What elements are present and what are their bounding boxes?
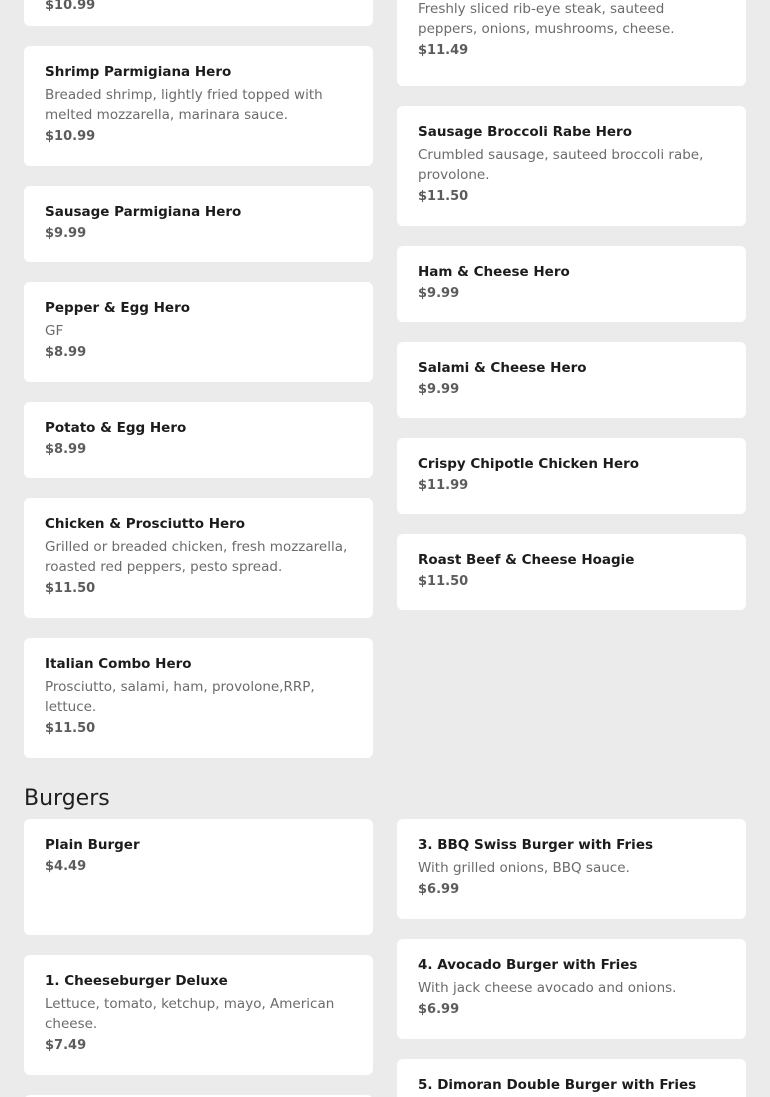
item-price: $11.99 <box>418 478 469 493</box>
item-description: Breaded shrimp, lightly fried topped with melted mozzarella, marinara sauce. <box>45 87 323 123</box>
item-name: 5. Dimoran Double Burger with Fries <box>418 1077 697 1093</box>
item-description: GF <box>45 323 64 339</box>
item-price: $11.50 <box>45 721 96 736</box>
menu-item-card[interactable] <box>24 819 373 935</box>
item-name: Sausage Parmigiana Hero <box>45 204 242 220</box>
item-name: Crispy Chipotle Chicken Hero <box>418 456 640 472</box>
item-name: Plain Burger <box>45 837 140 853</box>
menu-item-card[interactable] <box>397 438 746 514</box>
item-price: $11.50 <box>418 189 469 204</box>
item-description: Freshly sliced rib-eye steak, sauteed peppers, onions, mushrooms, cheese. <box>418 1 675 37</box>
item-price: $11.49 <box>418 43 469 58</box>
item-description: With grilled onions, BBQ sauce. <box>418 860 630 876</box>
menu-item-card[interactable] <box>24 46 373 166</box>
menu-item-card[interactable] <box>24 402 373 478</box>
item-description: Crumbled sausage, sauteed broccoli rabe, provolone. <box>418 147 704 183</box>
item-price: $6.99 <box>418 882 460 897</box>
item-price: $8.99 <box>45 442 87 457</box>
section-title-burgers: Burgers <box>24 786 110 811</box>
menu-item-card[interactable] <box>397 0 746 86</box>
item-price: $11.50 <box>418 574 469 589</box>
item-description: Grilled or breaded chicken, fresh mozzarella, roasted red peppers, pesto spread. <box>45 539 348 575</box>
item-name: Chicken & Prosciutto Hero <box>45 516 246 532</box>
item-name: Pepper & Egg Hero <box>45 300 190 316</box>
menu-item-card[interactable] <box>397 342 746 418</box>
menu-item-card[interactable] <box>397 819 746 919</box>
menu-item-card[interactable] <box>397 106 746 226</box>
item-description: Lettuce, tomato, ketchup, mayo, American cheese. <box>45 996 335 1032</box>
item-price: $11.50 <box>45 581 96 596</box>
item-price: $10.99 <box>45 0 96 13</box>
item-price: $9.99 <box>45 226 87 241</box>
menu-item-card[interactable] <box>397 1059 746 1097</box>
item-name: Sausage Broccoli Rabe Hero <box>418 124 632 140</box>
item-name: Shrimp Parmigiana Hero <box>45 64 232 80</box>
item-price: $8.99 <box>45 345 87 360</box>
item-price: $9.99 <box>418 382 460 397</box>
item-price: $4.49 <box>45 859 87 874</box>
menu-item-card[interactable] <box>24 186 373 262</box>
item-price: $10.99 <box>45 129 96 144</box>
item-price: $7.49 <box>45 1038 87 1053</box>
item-name: Ham & Cheese Hero <box>418 264 570 280</box>
item-price: $9.99 <box>418 286 460 301</box>
item-name: 3. BBQ Swiss Burger with Fries <box>418 837 654 853</box>
menu-item-card[interactable] <box>397 939 746 1039</box>
item-name: 1. Cheeseburger Deluxe <box>45 973 228 989</box>
menu-item-card[interactable] <box>397 534 746 610</box>
item-description: Prosciutto, salami, ham, provolone,RRP, lettuce. <box>45 679 315 715</box>
menu-item-card[interactable] <box>24 498 373 618</box>
menu-item-card[interactable] <box>24 955 373 1075</box>
menu-item-card[interactable] <box>24 638 373 758</box>
item-description: With jack cheese avocado and onions. <box>418 980 677 996</box>
item-price: $6.99 <box>418 1002 460 1017</box>
menu-item-card[interactable] <box>397 246 746 322</box>
item-name: Potato & Egg Hero <box>45 420 187 436</box>
menu-item-card[interactable] <box>24 282 373 382</box>
menu-item-card[interactable] <box>24 0 373 26</box>
item-name: Italian Combo Hero <box>45 656 192 672</box>
item-name: Roast Beef & Cheese Hoagie <box>418 552 635 568</box>
item-name: Salami & Cheese Hero <box>418 360 587 376</box>
item-name: 4. Avocado Burger with Fries <box>418 957 638 973</box>
